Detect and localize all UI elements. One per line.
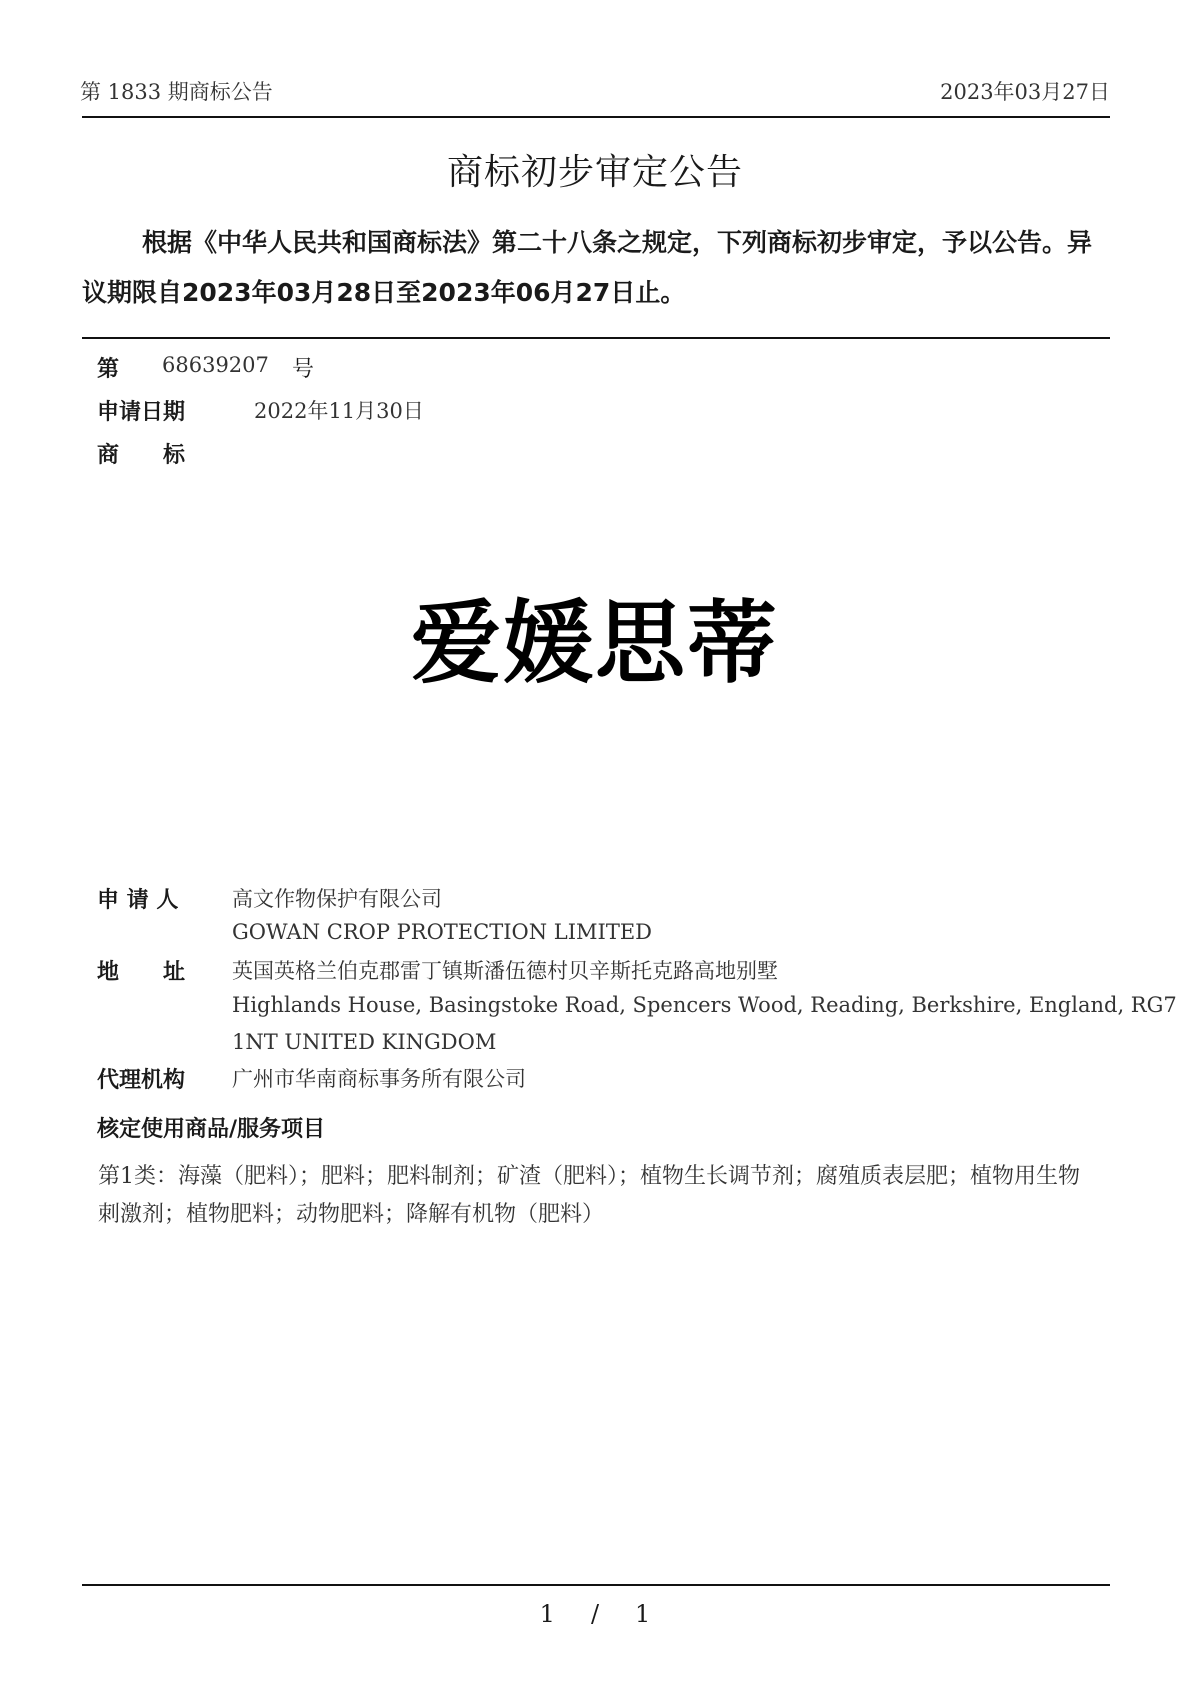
current-page: 1 (539, 1600, 555, 1628)
applicant-name-en: GOWAN CROP PROTECTION LIMITED (232, 920, 652, 944)
page-indicator (0, 1600, 1190, 1628)
goods-heading: 核定使用商品/服务项目 (97, 1117, 326, 1142)
intro-paragraph: 根据《中华人民共和国商标法》第二十八条之规定，下列商标初步审定，予以公告。异议期限自2023年03月28日至2023年06月27日止。 (82, 228, 1093, 307)
agent-label: 代理机构 (97, 1068, 186, 1093)
applicant-label: 申 请 人 (97, 888, 179, 913)
address-en-line2: 1NT UNITED KINGDOM (232, 1030, 497, 1054)
page-title: 商标初步审定公告 (446, 152, 743, 193)
goods-list: 第1类：海藻（肥料）；肥料；肥料制剂；矿渣（肥料）；植物生长调节剂；腐殖质表层肥；植物用生物刺激剂；植物肥料；动物肥料；降解有机物（肥料） (98, 1164, 1081, 1227)
application-date-label: 申请日期 (97, 400, 186, 425)
page-separator: / (590, 1600, 600, 1628)
section-rule (82, 337, 1110, 339)
address-cn: 英国英格兰伯克郡雷丁镇斯潘伍德村贝辛斯托克路高地别墅 (232, 959, 778, 983)
application-date-value: 2022年11月30日 (254, 399, 424, 423)
registration-no-label: 第 (97, 357, 120, 382)
trademark-image-text: 爱媛思蒂 (411, 591, 779, 696)
total-pages: 1 (635, 1600, 651, 1628)
header-rule (82, 116, 1110, 118)
agent-value: 广州市华南商标事务所有限公司 (232, 1067, 526, 1091)
trademark-label: 商 标 (97, 443, 186, 468)
registration-no-suffix: 号 (292, 357, 315, 382)
footer-rule (82, 1584, 1110, 1586)
applicant-name-cn: 高文作物保护有限公司 (232, 887, 442, 911)
issue-date: 2023年03月27日 (940, 80, 1110, 104)
registration-no-value: 68639207 (162, 353, 269, 377)
issue-number: 第 1833 期商标公告 (80, 80, 273, 104)
address-label: 地 址 (97, 960, 186, 985)
address-en-line1: Highlands House, Basingstoke Road, Spencers Wood, Reading, Berkshire, England, RG7 (232, 993, 1177, 1017)
